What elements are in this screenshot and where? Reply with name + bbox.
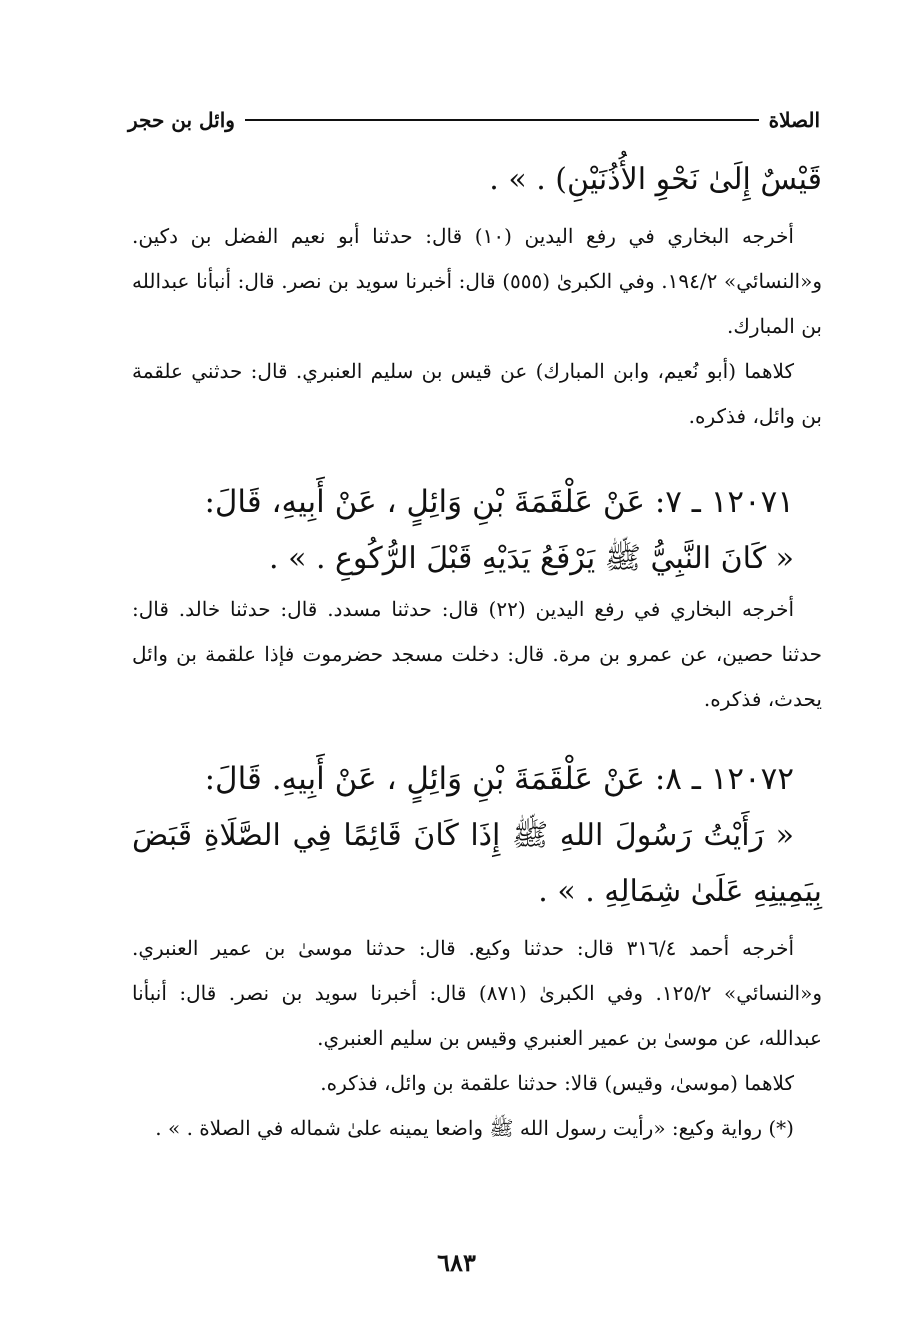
footnote-paragraph: (*) رواية وكيع: «رأيت رسول الله ﷺ واضعا يمينه علىٰ شماله في الصلاة . » . [155, 1116, 794, 1140]
takhrij-paragraph: كلاهما (موسىٰ، وقيس) قالا: حدثنا علقمة بن وائل، فذكره. [320, 1071, 794, 1095]
chapter-title: الصلاة [768, 108, 820, 132]
takhrij-paragraph: أخرجه البخاري في رفع اليدين (١٠) قال: حدثنا أبو نعيم الفضل بن دكين. و«النسائي» ١٩٤/٢. وفي الكبرىٰ (٥٥٥) قال: أخبرنا سويد بن نصر. قال: أنبأنا عبدالله بن المبارك. [132, 224, 823, 338]
narrator-title: وائل بن حجر [128, 108, 235, 132]
hadith-text: « كَانَ النَّبِيُّ ﷺ يَرْفَعُ يَدَيْهِ قَبْلَ الرُّكُوعِ . » . [269, 541, 794, 576]
hadith-heading: ١٢٠٧١ ـ ٧: عَنْ عَلْقَمَةَ بْنِ وَائِلٍ ، عَنْ أَبِيهِ، قَالَ: [204, 484, 794, 520]
takhrij-paragraph: أخرجه أحمد ٣١٦/٤ قال: حدثنا وكيع. قال: حدثنا موسىٰ بن عمير العنبري. و«النسائي» ١٢٥/٢. وفي الكبرىٰ (٨٧١) قال: أخبرنا سويد بن نصر. قال: أنبأنا عبدالله، عن موسىٰ بن عمير العنبري وقيس بن سليم العنبري. [132, 936, 822, 1050]
hadith-text-continued: قَيْسٌ إِلَىٰ نَحْوِ الأُذُنَيْنِ) . » . [489, 162, 822, 197]
takhrij-paragraph: أخرجه البخاري في رفع اليدين (٢٢) قال: حدثنا مسدد. قال: حدثنا خالد. قال: حدثنا حصين، عن عمرو بن مرة. قال: دخلت مسجد حضرموت فإذا علقمة بن وائل يحدث، فذكره. [132, 597, 823, 711]
running-header [128, 100, 820, 140]
takhrij-paragraph: كلاهما (أبو نُعيم، وابن المبارك) عن قيس بن سليم العنبري. قال: حدثني علقمة بن وائل، فذكره. [132, 359, 822, 428]
hadith-text: « رَأَيْتُ رَسُولَ اللهِ ﷺ إِذَا كَانَ قَائِمًا فِي الصَّلَاةِ قَبَضَ بِيَمِينِهِ عَلَىٰ شِمَالِهِ . » . [132, 818, 822, 909]
page-content [132, 148, 822, 1151]
page-number: ٦٨٣ [437, 1248, 476, 1277]
hadith-heading: ١٢٠٧٢ ـ ٨: عَنْ عَلْقَمَةَ بْنِ وَائِلٍ ، عَنْ أَبِيهِ. قَالَ: [204, 761, 794, 797]
header-rule [245, 119, 759, 121]
